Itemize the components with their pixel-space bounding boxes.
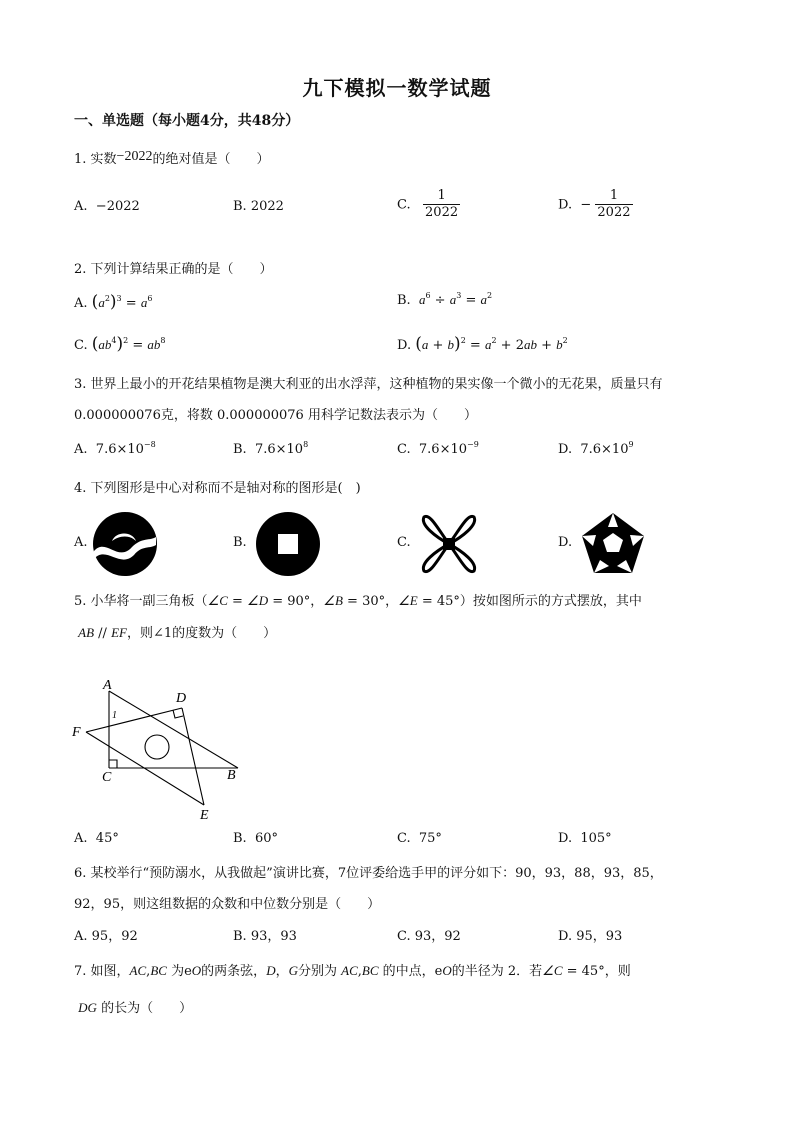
q3-option-d[interactable]: D. $7.6\times 10^9$ [558,440,634,457]
q4-option-c-label[interactable]: C. [397,535,411,550]
label-f: F [72,725,81,740]
question-3-line2: 0.000000076克，将数 0.000000076 用科学记数法表示为（ ） [74,408,477,423]
q4-figure-c[interactable] [416,511,482,577]
q3-option-b[interactable]: B. $7.6\times 10^8$ [233,440,309,457]
q3-option-a[interactable]: A. $7.6\times 10^{-8}$ [74,440,156,457]
q2-option-b[interactable]: B. $a^6 \div a^3 = a^2$ [397,291,493,308]
question-2-stem: 2. 下列计算结果正确的是（ ） [74,262,273,277]
q5-triangle-figure [66,674,246,824]
question-5-line2: AB // EF，则∠1的度数为（ ） [78,625,277,641]
question-7-line2: DG 的长为（ ） [78,1000,193,1016]
q6-option-a[interactable]: A. 95，92 [74,929,138,944]
question-5-line1: 5. 小华将一副三角板（∠C = ∠D = 90°，∠B = 30°，∠E = 45°）按如图所示的方式摆放，其中 [74,593,642,609]
q6-option-c[interactable]: C. 93，92 [397,929,461,944]
q5-option-a[interactable]: A. 45° [74,831,119,846]
label-a: A [103,678,112,693]
q1-option-d[interactable]: D. − $\frac{1}{2022}$ [558,188,631,221]
question-6-line1: 6. 某校举行“预防溺水，从我做起”演讲比赛，7位评委给选手甲的评分如下：90，93，88，93，85， [74,866,663,881]
q2-option-c[interactable]: C. $(ab^4)^2 = ab^8$ [74,334,166,354]
q2-option-a[interactable]: A. $(a^2)^3 = a^6$ [74,292,153,312]
question-3-line1: 3. 世界上最小的开花结果植物是澳大利亚的出水浮萍，这种植物的果实像一个微小的无花果，质量只有 [74,377,663,392]
q5-option-b[interactable]: B. 60° [233,831,278,846]
label-d: D [176,691,187,706]
question-4-stem: 4. 下列图形是中心对称而不是轴对称的图形是( ) [74,481,361,496]
section-heading: 一、单选题（每小题4分，共48分） [74,113,300,129]
q6-option-d[interactable]: D. 95，93 [558,929,623,944]
q1-option-b[interactable]: B. 2022 [233,199,284,214]
label-e: E [200,808,209,823]
q2-option-d[interactable]: D. $(a + b)^2 = a^2 + 2ab + b^2$ [397,334,568,354]
q5-option-d[interactable]: D. 105° [558,831,612,846]
q4-option-d-label[interactable]: D. [558,535,573,550]
q3-option-c[interactable]: C. $7.6\times 10^{-9}$ [397,440,479,457]
question-1-stem: 1. 实数−2022的绝对值是（ ） [74,149,270,167]
q4-figure-d[interactable] [580,511,646,577]
q1-option-c[interactable]: C. $\frac{1}{2022}$ [397,188,459,221]
question-7-line1: 7. 如图，AC,BC 为eO的两条弦，D，G分别为 AC,BC 的中点，eO的半径为 2．若∠C = 45°，则 [74,963,631,979]
q6-option-b[interactable]: B. 93，93 [233,929,297,944]
question-6-line2: 92，95，则这组数据的众数和中位数分别是（ ） [74,897,381,912]
q4-figure-b[interactable] [255,511,321,577]
q5-option-c[interactable]: C. 75° [397,831,442,846]
q4-option-a-label[interactable]: A. [74,535,88,550]
q4-figure-a[interactable] [92,511,158,577]
q1-option-a[interactable]: A. −2022 [74,199,140,214]
label-b: B [227,768,236,783]
q4-option-b-label[interactable]: B. [233,535,247,550]
label-angle-1: 1 [112,710,117,721]
page-title: 九下模拟一数学试题 [302,76,492,100]
label-c: C [102,770,112,785]
